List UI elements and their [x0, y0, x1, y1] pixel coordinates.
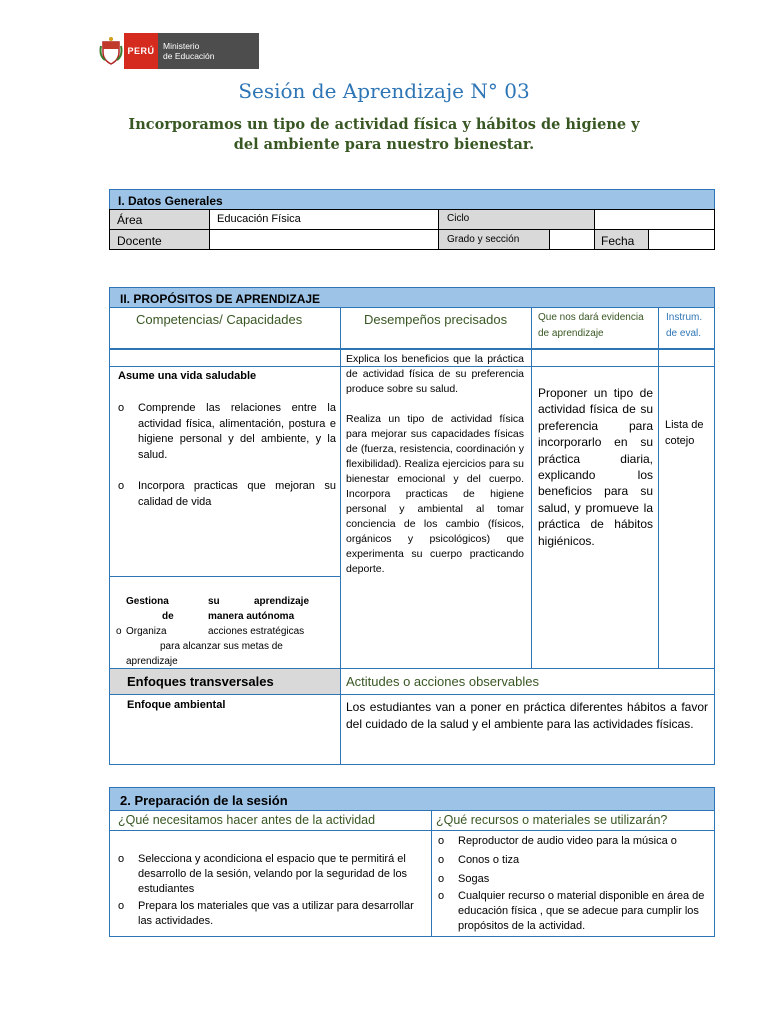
competencia2	[116, 594, 338, 624]
recursos-item-4: o Cualquier recurso o material disponible en área de educación física , que se adecue para cumplir los propósitos de la actividad.	[436, 889, 710, 934]
actitud-text: Los estudiantes van a poner en práctica diferentes hábitos a favor del cuidado de la salud y el ambiente para las actividades físicas.	[346, 700, 708, 731]
recursos-item-1: o Reproductor de audio video para la música o	[436, 834, 710, 849]
docente-label: Docente	[109, 229, 210, 250]
page-subtitle: Incorporamos un tipo de actividad física y hábitos de higiene y del ambiente para nuestro bienestar.	[128, 116, 640, 153]
enfoques-label: Enfoques transversales	[109, 668, 341, 695]
propositos-header: II. PROPÓSITOS DE APRENDIZAJE	[109, 287, 715, 308]
capacidad-3-word2: acciones estratégicas	[208, 626, 305, 637]
instrumento: Lista de cotejo	[665, 419, 704, 447]
page-title: Sesión de Aprendizaje N° 03	[238, 79, 530, 103]
docente-value[interactable]	[209, 229, 439, 250]
competencia2-word5: manera autónoma	[208, 611, 295, 622]
divider-preparacion	[431, 830, 432, 937]
divider-competencia2	[109, 576, 341, 577]
desempeno-2: Realiza un tipo de actividad física para mejorar sus capacidades físicas de (fuerza, resistencia, coordinación y flexibilidad). Realiza ejercicios para su bienestar emocional y del cuerpo. Incorpora practicas de higiene personal y ambiental al tomar conciencia de los cambio (físicos, orgánicos y psicológicos) que experimenta su cuerpo practicando deporte.	[346, 413, 524, 575]
antes-list	[116, 852, 428, 929]
capacidad-3-word1: Organiza	[126, 626, 167, 637]
col-evidencia: Que nos dará evidencia de aprendizaje	[538, 312, 644, 339]
area-label: Área	[109, 209, 210, 230]
preparacion-header: 2. Preparación de la sesión	[109, 787, 715, 811]
logo-country: PERÚ	[124, 33, 158, 69]
logo-ministry-line2: de Educación	[163, 51, 215, 61]
coat-of-arms-icon	[98, 33, 124, 69]
capacidad-3-line3: aprendizaje	[126, 656, 178, 667]
datos-header: I. Datos Generales	[109, 189, 715, 210]
competencia2-word2: su	[208, 596, 220, 607]
capacidad-1: o Comprende las relaciones entre la actividad física, alimentación, postura e higiene personal y del ambiente, y la salud.	[116, 401, 336, 463]
col-desempenos: Desempeños precisados	[364, 312, 508, 327]
col-competencias: Competencias/ Capacidades	[136, 312, 303, 327]
capacidad-3-line2: para alcanzar sus metas de	[160, 641, 283, 652]
ciclo-value[interactable]	[594, 209, 715, 230]
competencia2-word3: aprendizaje	[254, 596, 310, 607]
capacidades-list	[116, 401, 336, 510]
prep-col-recursos: ¿Qué recursos o materiales se utilizarán?	[431, 810, 715, 831]
competencia2-word1: Gestiona	[126, 596, 169, 607]
area-value: Educación Física	[209, 209, 439, 230]
grado-label: Grado y sección	[438, 229, 550, 250]
capacidad-3: o Organiza acciones estratégicas para alcanzar sus metas de aprendizaje	[116, 624, 338, 669]
recursos-item-3: o Sogas	[436, 872, 710, 887]
desempenos	[346, 352, 524, 577]
desempeno-1: Explica los beneficios que la práctica de actividad física de su preferencia produce sobre su salud.	[346, 353, 524, 395]
grado-value[interactable]	[549, 229, 595, 250]
recursos-list	[436, 834, 710, 934]
competencia2-word4: de	[162, 611, 174, 622]
evidencia: Proponer un tipo de actividad física de su preferencia para incorporarlo en su práctica diaria, explicando los beneficios para su salud, y promueve la práctica de hábitos higiénicos.	[538, 386, 653, 548]
antes-item-1: o Selecciona y acondiciona el espacio que te permitirá el desarrollo de la sesión, velando por la seguridad de los estudiantes	[116, 852, 428, 897]
fecha-label: Fecha	[594, 229, 649, 250]
actitudes-label: Actitudes o acciones observables	[340, 668, 715, 695]
ciclo-label: Ciclo	[438, 209, 595, 230]
prep-col-antes: ¿Qué necesitamos hacer antes de la actividad	[109, 810, 432, 831]
enfoque-ambiental: Enfoque ambiental	[127, 699, 226, 711]
antes-item-2: o Prepara los materiales que vas a utilizar para desarrollar las actividades.	[116, 899, 428, 929]
capacidad-2: o Incorpora practicas que mejoran su calidad de vida	[116, 479, 336, 510]
logo-ministry	[158, 33, 259, 69]
fecha-value[interactable]	[648, 229, 715, 250]
col-instrumento: Instrum. de eval.	[666, 312, 703, 339]
logo-ministry-line1: Ministerio	[163, 41, 200, 51]
competencia1: Asume una vida saludable	[118, 370, 257, 382]
divider-enfoques	[340, 694, 341, 765]
recursos-item-2: o Conos o tiza	[436, 853, 710, 868]
ministry-logo	[98, 33, 259, 69]
